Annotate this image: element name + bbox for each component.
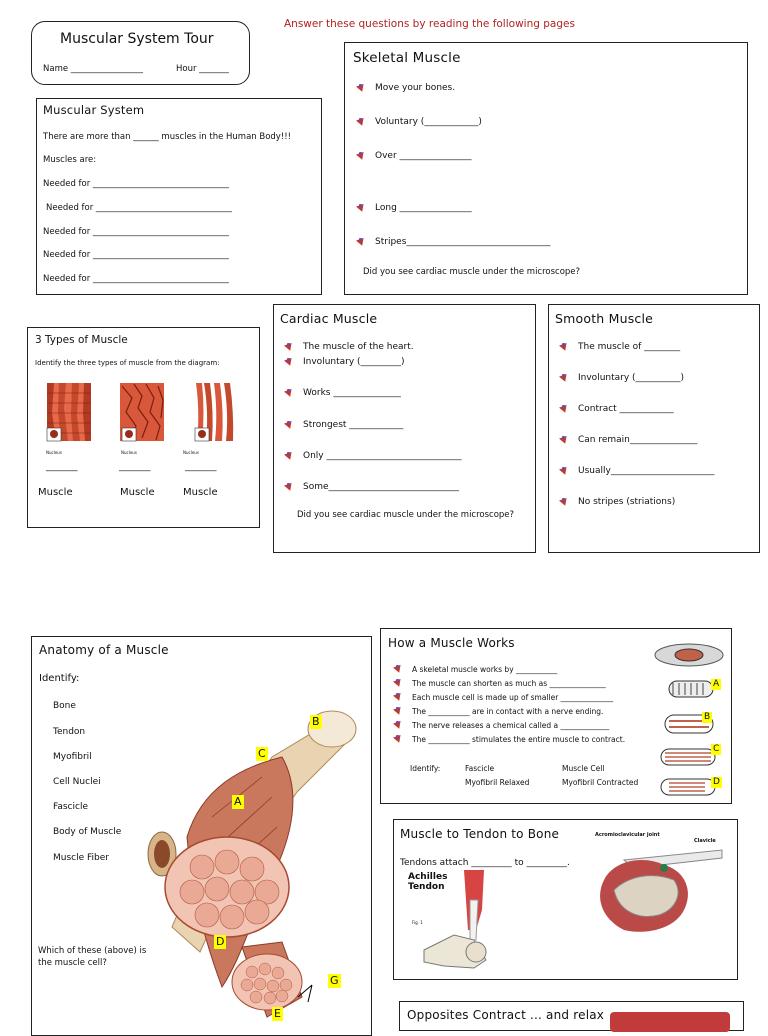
achilles-label: Achilles Tendon <box>408 872 448 892</box>
how-works-option: Myofibril Contracted <box>562 778 639 787</box>
bullet-arrow-icon <box>285 389 294 398</box>
anatomy-label-b: B <box>312 715 320 728</box>
cardiac-item: Some_____________________________ <box>285 482 459 492</box>
muscle-structure-diagram <box>653 637 725 797</box>
anatomy-label-c: C <box>258 747 266 760</box>
bullet-arrow-icon <box>394 679 403 688</box>
bullet-arrow-icon <box>285 358 294 367</box>
anatomy-label-e: E <box>274 1007 281 1020</box>
cardiac-item: Strongest ____________ <box>285 420 403 430</box>
bullet-arrow-icon <box>394 693 403 702</box>
type-label: Muscle <box>183 487 218 498</box>
anatomy-label-d: D <box>216 935 225 948</box>
anatomy-question: Which of these (above) is the muscle cell? <box>38 946 147 968</box>
how-muscle-works-box <box>380 628 732 804</box>
cardiac-tissue-image <box>120 383 164 441</box>
skeletal-muscle-box <box>344 42 748 295</box>
skeletal-title: Skeletal Muscle <box>353 50 461 66</box>
type-label: Muscle <box>38 487 73 498</box>
smooth-item: No stripes (striations) <box>560 497 675 507</box>
cardiac-item: Only ______________________________ <box>285 451 461 461</box>
bullet-arrow-icon <box>285 452 294 461</box>
bullet-arrow-icon <box>394 735 403 744</box>
hour-field[interactable]: Hour _______ <box>176 64 229 74</box>
bullet-arrow-icon <box>357 238 366 247</box>
name-field[interactable]: Name _________________ <box>43 64 144 74</box>
opposites-box <box>399 1001 744 1031</box>
smooth-item: Contract ____________ <box>560 404 674 414</box>
anatomy-term: Bone <box>53 701 76 711</box>
cardiac-title: Cardiac Muscle <box>280 311 378 326</box>
muscular-system-title: Muscular System <box>43 103 145 117</box>
bullet-arrow-icon <box>394 665 403 674</box>
smooth-muscle-box <box>548 304 760 553</box>
instruction-text: Answer these questions by reading the following pages <box>284 18 575 30</box>
tendon-text: Tendons attach _________ to _________. <box>400 858 570 868</box>
bullet-arrow-icon <box>285 421 294 430</box>
three-types-box <box>27 327 260 528</box>
smooth-item: Can remain_______________ <box>560 435 697 445</box>
how-label-d: D <box>713 777 720 787</box>
cardiac-muscle-box <box>273 304 536 553</box>
ms-line: Muscles are: <box>43 155 97 165</box>
ms-line: Needed for ________________________________ <box>43 250 229 260</box>
bullet-arrow-icon <box>560 498 569 507</box>
foot-tendon-illustration <box>414 870 504 970</box>
skeletal-question: Did you see cardiac muscle under the microscope? <box>363 267 581 277</box>
anatomy-identify: Identify: <box>39 673 80 684</box>
bullet-arrow-icon <box>357 118 366 127</box>
three-types-subtitle: Identify the three types of muscle from the diagram: <box>35 359 220 367</box>
bullet-arrow-icon <box>394 707 403 716</box>
cardiac-item: Works _______________ <box>285 388 401 398</box>
three-types-title: 3 Types of Muscle <box>35 334 128 346</box>
anatomy-term: Tendon <box>53 727 86 737</box>
fig-label: Fig. 1 <box>412 920 423 925</box>
how-works-option: Muscle Cell <box>562 764 605 773</box>
how-works-item: The nerve releases a chemical called a _____________ <box>394 721 609 730</box>
nucleus-caption: Nucleus <box>121 450 137 455</box>
nucleus-caption: Nucleus <box>183 450 199 455</box>
acromio-label: Acromioclavicular joint <box>595 832 660 838</box>
cardiac-item: The muscle of the heart. <box>285 342 414 352</box>
skeletal-item: Move your bones. <box>357 83 455 93</box>
how-works-item: A skeletal muscle works by ___________ <box>394 665 557 674</box>
anatomy-term: Muscle Fiber <box>53 853 109 863</box>
anatomy-title: Anatomy of a Muscle <box>39 643 169 657</box>
how-works-item: The ___________ stimulates the entire muscle to contract. <box>394 735 625 744</box>
anatomy-term: Fascicle <box>53 802 88 812</box>
cardiac-question: Did you see cardiac muscle under the microscope? <box>297 510 515 520</box>
how-label-c: C <box>713 744 720 754</box>
ms-line: There are more than ______ muscles in the Human Body!!! <box>43 132 292 142</box>
skeletal-item: Over ________________ <box>357 151 472 161</box>
tour-header-box <box>31 21 250 85</box>
ms-line: Needed for ________________________________ <box>43 179 229 189</box>
bullet-arrow-icon <box>560 405 569 414</box>
nucleus-caption: Nucleus <box>46 450 62 455</box>
skeletal-item: Long ________________ <box>357 203 472 213</box>
smooth-item: The muscle of ________ <box>560 342 680 352</box>
shoulder-illustration <box>584 840 724 940</box>
type-label: Muscle <box>120 487 155 498</box>
opposites-title: Opposites Contract ... and relax <box>407 1008 605 1022</box>
type-blank: _______ <box>119 462 151 472</box>
smooth-title: Smooth Muscle <box>555 311 654 326</box>
how-works-item: Each muscle cell is made up of smaller ______________ <box>394 693 613 702</box>
how-label-a: A <box>713 679 720 689</box>
how-works-option: Fascicle <box>465 764 495 773</box>
bullet-arrow-icon <box>357 152 366 161</box>
smooth-item: Involuntary (__________) <box>560 373 684 383</box>
how-works-item: The muscle can shorten as much as _______________ <box>394 679 606 688</box>
smooth-item: Usually_______________________ <box>560 466 714 476</box>
bullet-arrow-icon <box>560 343 569 352</box>
bullet-arrow-icon <box>357 84 366 93</box>
tendon-box <box>393 819 738 980</box>
clavicle-label: Clavicle <box>694 838 716 844</box>
anatomy-label-a: A <box>234 795 242 808</box>
ms-line: Needed for ________________________________ <box>46 203 232 213</box>
anatomy-term: Myofibril <box>53 752 92 762</box>
ms-line: Needed for ________________________________ <box>43 227 229 237</box>
opposites-image <box>610 1012 730 1032</box>
tendon-title: Muscle to Tendon to Bone <box>400 827 560 841</box>
bullet-arrow-icon <box>285 483 294 492</box>
how-works-option: Myofibril Relaxed <box>465 778 530 787</box>
anatomy-box <box>31 636 372 1036</box>
bullet-arrow-icon <box>560 467 569 476</box>
bullet-arrow-icon <box>394 721 403 730</box>
how-works-title: How a Muscle Works <box>388 636 515 650</box>
type-blank: _______ <box>46 462 78 472</box>
bullet-arrow-icon <box>357 204 366 213</box>
skeletal-item: Voluntary (____________) <box>357 117 482 127</box>
bullet-arrow-icon <box>285 343 294 352</box>
anatomy-term: Body of Muscle <box>53 827 122 837</box>
how-works-identify: Identify: <box>410 764 441 773</box>
muscle-types-diagram <box>42 378 252 458</box>
skeletal-item: Stripes________________________________ <box>357 237 550 247</box>
tour-title: Muscular System Tour <box>60 31 214 47</box>
anatomy-term: Cell Nuclei <box>53 777 101 787</box>
bullet-arrow-icon <box>560 374 569 383</box>
bullet-arrow-icon <box>560 436 569 445</box>
cardiac-item: Involuntary (_________) <box>285 357 405 367</box>
skeletal-tissue-image <box>47 383 91 441</box>
how-label-b: B <box>704 712 711 722</box>
type-blank: _______ <box>185 462 217 472</box>
anatomy-label-g: G <box>330 974 339 987</box>
ms-line: Needed for ________________________________ <box>43 274 229 284</box>
how-works-item: The ___________ are in contact with a nerve ending. <box>394 707 603 716</box>
smooth-tissue-image <box>194 383 234 441</box>
muscular-system-box <box>36 98 322 295</box>
